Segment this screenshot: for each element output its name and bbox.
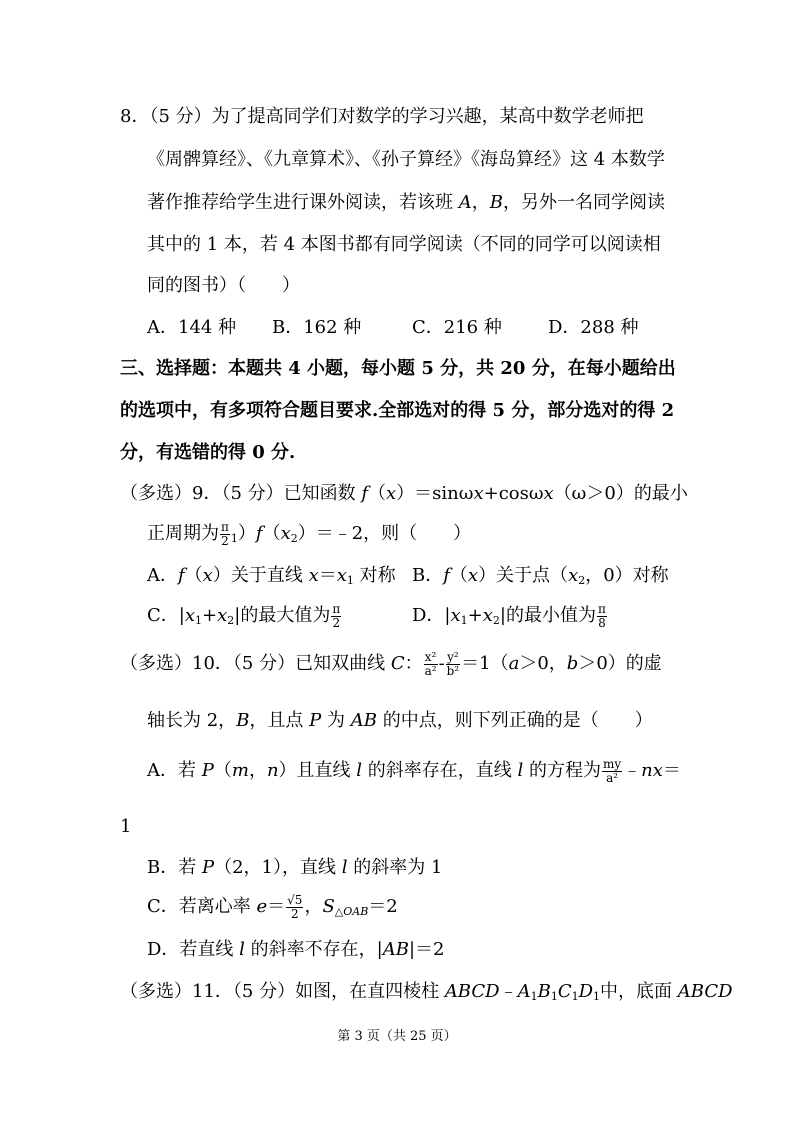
q10-option-c [147, 889, 398, 930]
my-over-a2-fraction [602, 758, 622, 785]
q10-text: ＝2 [368, 896, 398, 917]
q10-var-ab: AB [382, 939, 409, 960]
subscript: 1 [530, 990, 538, 1003]
q10-var-s: S [322, 896, 335, 917]
option-label: D．| [412, 605, 451, 626]
q11-text: （多选）11．（5 分）如图，在直四棱柱 [120, 981, 445, 1002]
q9-var-x: x [336, 565, 347, 586]
q10-text: ＞0， [519, 653, 567, 674]
subscript: 1 [230, 532, 238, 545]
subscript: 1 [346, 574, 354, 587]
subscript: 1 [571, 990, 579, 1003]
fraction-numerator: π [332, 601, 341, 616]
q8-line-1: 8．（5 分）为了提高同学们对数学的学习兴趣，某高中数学老师把 [120, 106, 644, 127]
q11-var-abcd: ABCD [677, 981, 733, 1002]
q10-text: 的斜率存在，直线 [362, 760, 518, 781]
q9-text: ）＝﹣2，则（ ） [297, 523, 472, 544]
q8-option-a: A．144 种 [147, 317, 237, 338]
q9-option-d [412, 599, 608, 638]
pi-over-8-fraction [597, 603, 607, 630]
q10-text: 的方程为 [523, 760, 601, 781]
q9-option-a [147, 563, 396, 594]
option-label: A．若 [147, 760, 202, 781]
q9-option-b [412, 563, 669, 594]
q9-var-x: x [280, 523, 291, 544]
minus-sign: - [438, 653, 445, 674]
q9-text: （ [368, 483, 387, 504]
option-label: C．| [147, 605, 185, 626]
q9-var-f: f [255, 523, 263, 544]
subscript: △OAB [334, 905, 369, 918]
q11-var-c: C [557, 981, 572, 1002]
q9-var-x: x [450, 605, 461, 626]
q10-text: ： [404, 653, 423, 674]
q9-var-f: f [443, 565, 450, 586]
q9-text: ） [237, 523, 256, 544]
q9-text: 正周期为 [147, 523, 219, 544]
sqrt5-over-2-fraction [286, 894, 303, 921]
q10-text: ， [304, 896, 323, 917]
q8-var-b: B [489, 192, 503, 213]
q9-var-x: x [184, 605, 195, 626]
q9-text: ）关于点（ [478, 565, 569, 586]
q10-option-a-wrap: 1 [120, 816, 132, 837]
q9-text: （ [262, 523, 281, 544]
page-number-footer: 第 3 页（共 25 页） [337, 1029, 457, 1044]
q9-var-x: x [308, 565, 319, 586]
q10-var-l: l [356, 760, 363, 781]
q9-var-x: x [568, 565, 579, 586]
q8-option-c: C．216 种 [412, 317, 502, 338]
q11-text: ﹣ [499, 981, 518, 1002]
q9-var-f: f [361, 483, 369, 504]
subscript: 2 [578, 574, 586, 587]
section-heading-line-1: 三、选择题：本题共 4 小题，每小题 5 分，共 20 分，在每小题给出 [120, 358, 676, 379]
plus-sign: + [467, 605, 483, 626]
q8-comma: ， [471, 192, 490, 213]
q10-text: ，且点 [249, 710, 310, 731]
q10-text: |＝2 [408, 939, 445, 960]
option-label: D．若直线 [147, 939, 240, 960]
x2-over-a2-fraction [424, 651, 438, 678]
option-label: A． [147, 565, 178, 586]
q10-var-a: a [508, 653, 520, 674]
q11-var-a: A [517, 981, 531, 1002]
fraction-denominator: 2 [332, 615, 341, 630]
q10-text: ， [248, 760, 267, 781]
q10-option-d [147, 937, 444, 963]
q10-var-nx: nx [641, 760, 663, 781]
q10-text: （多选）10．（5 分）已知双曲线 [120, 653, 391, 674]
q10-line-1 [120, 646, 662, 682]
q10-var-l: l [239, 939, 245, 960]
pi-over-2-fraction [331, 603, 341, 630]
q9-text: ）＝sinω [396, 483, 474, 504]
q9-text: （ [184, 565, 203, 586]
y2-over-b2-fraction [446, 651, 461, 678]
option-label: C．若离心率 [147, 896, 257, 917]
fraction-denominator: b² [446, 663, 460, 678]
q8-var-a: A [458, 192, 472, 213]
q11-text: 中，底面 [600, 981, 678, 1002]
fraction-denominator: a² [606, 770, 619, 785]
q9-var-x: x [473, 483, 484, 504]
q11-var-abcd: ABCD [444, 981, 500, 1002]
subscript: 2 [227, 614, 235, 627]
q8-line-5: 同的图书）（ ） [147, 275, 300, 296]
q10-var-l: l [517, 760, 524, 781]
q10-text: 为 [321, 710, 351, 731]
plus-sign: + [202, 605, 218, 626]
fraction-numerator: x² [424, 649, 437, 664]
q10-option-b [147, 855, 442, 881]
subscript: 1 [460, 614, 468, 627]
q9-text: ，0）对称 [585, 565, 669, 586]
minus-sign: ﹣ [623, 760, 642, 781]
q9-var-x: x [386, 483, 397, 504]
subscript: 2 [290, 532, 298, 545]
q11-var-b: B [537, 981, 551, 1002]
fraction-denominator: a² [424, 663, 437, 678]
q9-text: ＝ [318, 565, 337, 586]
q9-text: 对称 [353, 565, 396, 586]
q10-var-b: B [236, 710, 250, 731]
q10-var-e: e [256, 896, 268, 917]
q9-text: |的最大值为 [234, 605, 331, 626]
q10-text: 轴长为 2， [147, 710, 237, 731]
q9-var-x: x [467, 565, 479, 586]
q9-var-x: x [543, 483, 554, 504]
q8-line-2: 《周髀算经》、《九章算术》、《孙子算经》《海岛算经》这 4 本数学 [147, 149, 665, 170]
q10-var-l: l [341, 857, 348, 878]
pi-over-2-fraction [220, 521, 230, 548]
q10-var-p: P [309, 710, 322, 731]
q10-var-m: m [231, 760, 249, 781]
q9-line-1 [120, 481, 688, 507]
option-label: B．若 [147, 857, 202, 878]
q8-text: 著作推荐给学生进行课外阅读，若该班 [147, 192, 459, 213]
q8-option-d: D．288 种 [548, 317, 639, 338]
q11-var-d: D [578, 981, 594, 1002]
q10-var-p: P [201, 857, 215, 878]
q9-var-x: x [202, 565, 213, 586]
fraction-denominator: 2 [221, 533, 229, 548]
q10-option-a [147, 754, 681, 788]
q10-text: 的中点，则下列正确的是（ ） [376, 710, 653, 731]
q9-option-c [147, 599, 342, 638]
q10-text: ＝ [662, 760, 681, 781]
section-heading-line-2: 的选项中，有多项符合题目要求.全部选对的得 5 分，部分选对的得 2 [120, 400, 675, 421]
fraction-numerator: π [597, 601, 606, 616]
q9-line-2 [147, 517, 471, 556]
q10-var-c: C [390, 653, 405, 674]
q9-var-f: f [178, 565, 185, 586]
q9-text: +cosω [483, 483, 544, 504]
option-label: B． [412, 565, 444, 586]
subscript: 1 [550, 990, 558, 1003]
q10-line-2 [147, 708, 653, 734]
q9-text: （ω＞0）的最小 [553, 483, 688, 504]
q9-var-x: x [217, 605, 228, 626]
q10-var-ab: AB [350, 710, 377, 731]
q10-text: ＞0）的虚 [578, 653, 662, 674]
q8-line-4: 其中的 1 本，若 4 本图书都有同学阅读（不同的同学可以阅读相 [147, 234, 661, 255]
q10-text: （ [213, 760, 232, 781]
subscript: 2 [492, 614, 500, 627]
q8-text: ，另外一名同学阅读 [502, 192, 665, 213]
q9-text: ）关于直线 [212, 565, 309, 586]
q10-text: ＝1（ [461, 653, 509, 674]
q11-line-1 [120, 979, 733, 1010]
fraction-denominator: 2 [290, 906, 299, 921]
fraction-denominator: 8 [598, 615, 606, 630]
fraction-numerator: √5 [287, 892, 303, 907]
q9-text: （多选）9．（5 分）已知函数 [120, 483, 362, 504]
subscript: 1 [195, 614, 202, 627]
fraction-numerator: y² [447, 649, 459, 664]
q8-line-3 [147, 190, 665, 216]
q9-text: （ [449, 565, 468, 586]
q9-var-x: x [482, 605, 493, 626]
q10-var-n: n [266, 760, 279, 781]
section-heading-line-3: 分，有选错的得 0 分. [120, 442, 296, 463]
q10-text: （2，1），直线 [214, 857, 342, 878]
subscript: 1 [593, 990, 601, 1003]
q10-text: 的斜率不存在，| [244, 939, 383, 960]
q8-option-b: B．162 种 [272, 317, 362, 338]
q10-text: ）且直线 [278, 760, 357, 781]
q10-var-b: b [566, 653, 579, 674]
q9-text: |的最小值为 [499, 605, 596, 626]
fraction-numerator: my [602, 756, 622, 771]
fraction-numerator: π [221, 519, 229, 534]
q10-text: 的斜率为 1 [347, 857, 443, 878]
q10-text: ＝ [267, 896, 286, 917]
q10-var-p: P [201, 760, 214, 781]
